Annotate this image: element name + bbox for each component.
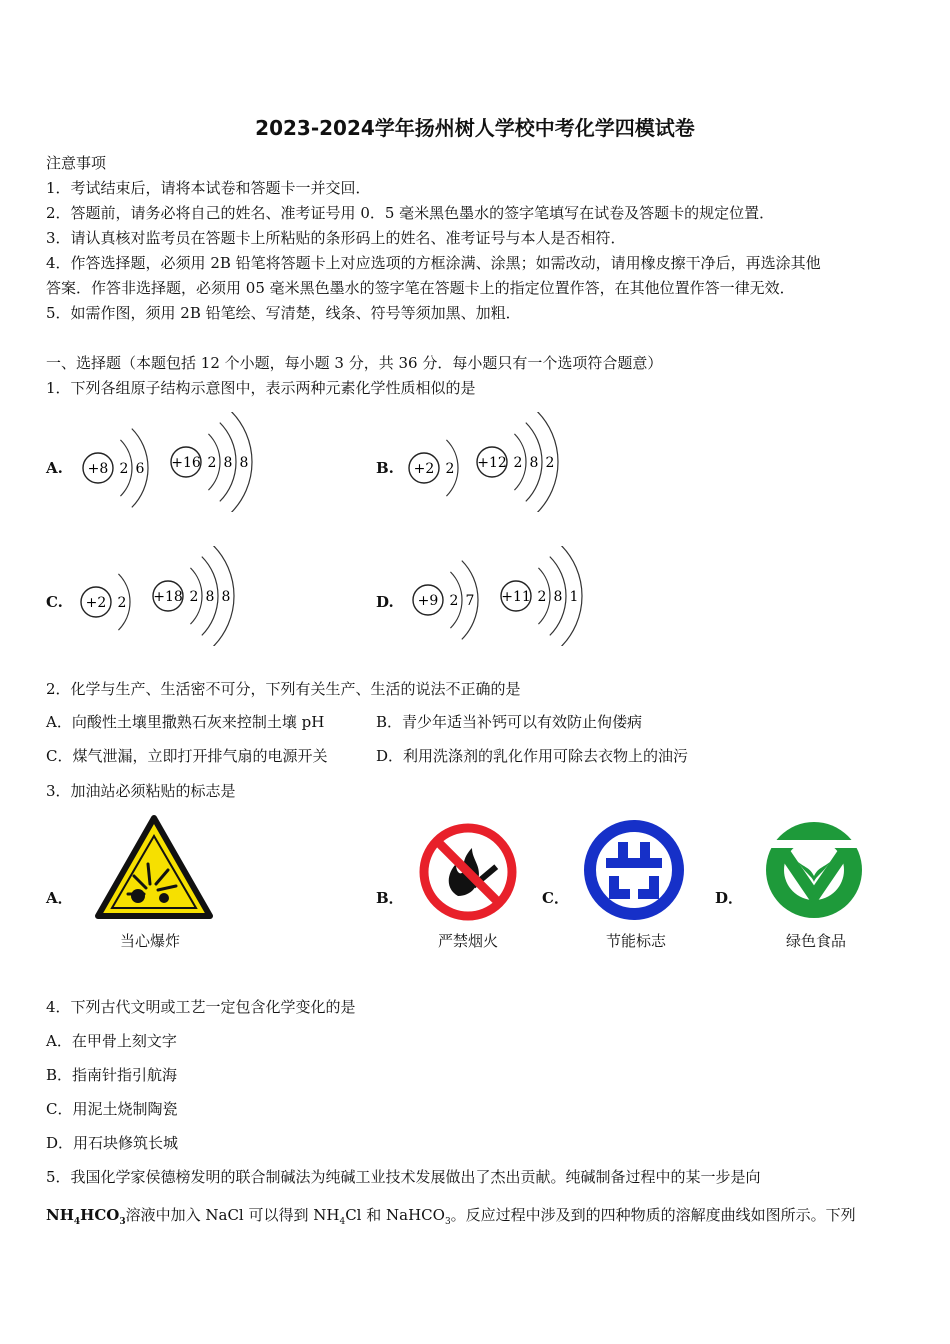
question-2-stem: 2．化学与生产、生活密不可分，下列有关生产、生活的说法不正确的是 (46, 680, 521, 698)
q2-option-c: C．煤气泄漏，立即打开排气扇的电源开关 (46, 747, 328, 765)
q4-option-d: D．用石块修筑长城 (46, 1134, 179, 1152)
q3-option-b-label: B． (376, 889, 404, 907)
page-title: 2023-2024学年扬州树人学校中考化学四模试卷 (255, 116, 695, 140)
atom-diagram-a1 (76, 418, 162, 522)
electron-count: 2 (189, 589, 199, 605)
question-4-stem: 4．下列古代文明或工艺一定包含化学变化的是 (46, 998, 356, 1016)
electron-count: 2 (545, 455, 555, 471)
q1-option-b-label: B. (376, 459, 394, 477)
electron-count: 8 (223, 455, 233, 471)
electron-count: 2 (537, 589, 547, 605)
green-food-sign-icon (762, 818, 866, 922)
notice-item: 4．作答选择题，必须用 2B 铅笔将答题卡上对应选项的方框涂满、涂黑；如需改动，请用橡皮擦干净后，再选涂其他 (46, 254, 821, 272)
nucleus-charge: +12 (477, 455, 507, 471)
q3-option-a-label: A． (46, 889, 73, 907)
notice-item: 5．如需作图，须用 2B 铅笔绘、写清楚，线条、符号等须加黑、加粗． (46, 304, 521, 322)
nucleus-charge: +16 (171, 455, 201, 471)
atom-structure-diagram (494, 546, 596, 646)
q1-option-a-label: A. (46, 459, 63, 477)
atom-structure-diagram (470, 412, 572, 512)
notice-heading: 注意事项 (46, 154, 107, 172)
nucleus-charge: +2 (413, 461, 435, 477)
atom-diagram-d2 (494, 546, 596, 650)
electron-count: 1 (569, 589, 579, 605)
electron-count: 2 (513, 455, 523, 471)
atom-structure-diagram (76, 418, 162, 518)
notice-item: 答案．作答非选择题，必须用 05 毫米黑色墨水的签字笔在答题卡上的指定位置作答，在其他位置作答一律无效． (46, 279, 795, 297)
question-1-stem: 1．下列各组原子结构示意图中，表示两种元素化学性质相似的是 (46, 379, 476, 397)
q4-option-a: A．在甲骨上刻文字 (46, 1032, 177, 1050)
explosion-warning-sign-icon (94, 814, 214, 922)
atom-diagram-a2 (164, 412, 266, 516)
atom-structure-diagram (406, 550, 492, 650)
sign-c-caption: 节能标志 (605, 932, 666, 950)
electron-count: 8 (221, 589, 231, 605)
electron-count: 2 (445, 461, 455, 477)
q1-option-c-label: C. (46, 593, 63, 611)
atom-structure-diagram (164, 412, 266, 512)
sign-a-caption: 当心爆炸 (119, 932, 180, 950)
electron-count: 6 (135, 461, 145, 477)
formula-nh4hco3: $NH_4HCO_3$ (46, 1206, 126, 1227)
q4-option-b: B．指南针指引航海 (46, 1066, 178, 1084)
question-5-stem-line-2: $NH_4HCO_3$溶液中加入 NaCl 可以得到 $NH_4Cl$ 和 NaHCO$_3$。反应过程中涉及到的四种物质的溶解度曲线如图所示。下列 (46, 1206, 856, 1227)
q1-option-d-label: D. (376, 593, 394, 611)
electron-count: 8 (205, 589, 215, 605)
atom-diagram-b1 (402, 418, 472, 522)
q2-option-b: B．青少年适当补钙可以有效防止佝偻病 (376, 713, 643, 731)
nucleus-charge: +11 (501, 589, 531, 605)
q3-option-c-label: C． (542, 889, 569, 907)
nucleus-charge: +8 (87, 461, 109, 477)
electron-count: 2 (119, 461, 129, 477)
sign-d-caption: 绿色食品 (785, 932, 846, 950)
electron-count: 2 (117, 595, 127, 611)
atom-diagram-b2 (470, 412, 572, 516)
nucleus-charge: +18 (153, 589, 183, 605)
atom-structure-diagram (146, 546, 248, 646)
notice-item: 1．考试结束后，请将本试卷和答题卡一并交回． (46, 179, 371, 197)
atom-structure-diagram (402, 418, 472, 518)
nucleus-charge: +2 (85, 595, 107, 611)
electron-count: 8 (553, 589, 563, 605)
electron-count: 7 (465, 593, 475, 609)
electron-count: 2 (449, 593, 459, 609)
q2-option-a: A．向酸性土壤里撒熟石灰来控制土壤 pH (46, 713, 325, 731)
section-heading: 一、选择题（本题包括 12 个小题，每小题 3 分，共 36 分．每小题只有一个选项符合题意） (46, 354, 663, 372)
notice-item: 2．答题前，请务必将自己的姓名、准考证号用 0．5 毫米黑色墨水的签字笔填写在试卷及答题卡的规定位置． (46, 204, 775, 222)
q4-option-c: C．用泥土烧制陶瓷 (46, 1100, 178, 1118)
electron-count: 8 (529, 455, 539, 471)
question-5-stem-line-1: 5．我国化学家侯德榜发明的联合制碱法为纯碱工业技术发展做出了杰出贡献。纯碱制备过程中的某一步是向 (46, 1168, 761, 1186)
electron-count: 2 (207, 455, 217, 471)
q3-option-d-label: D． (715, 889, 744, 907)
electron-count: 8 (239, 455, 249, 471)
notice-item: 3．请认真核对监考员在答题卡上所粘贴的条形码上的姓名、准考证号与本人是否相符． (46, 229, 626, 247)
no-fire-sign-icon (418, 822, 518, 922)
energy-saving-sign-icon (584, 818, 684, 922)
atom-diagram-c2 (146, 546, 248, 650)
atom-diagram-d1 (406, 550, 492, 654)
atom-diagram-c1 (74, 552, 144, 656)
atom-structure-diagram (74, 552, 144, 652)
question-3-stem: 3．加油站必须粘贴的标志是 (46, 782, 236, 800)
nucleus-charge: +9 (417, 593, 439, 609)
q2-option-d: D．利用洗涤剂的乳化作用可除去衣物上的油污 (376, 747, 689, 765)
sign-b-caption: 严禁烟火 (437, 932, 498, 950)
